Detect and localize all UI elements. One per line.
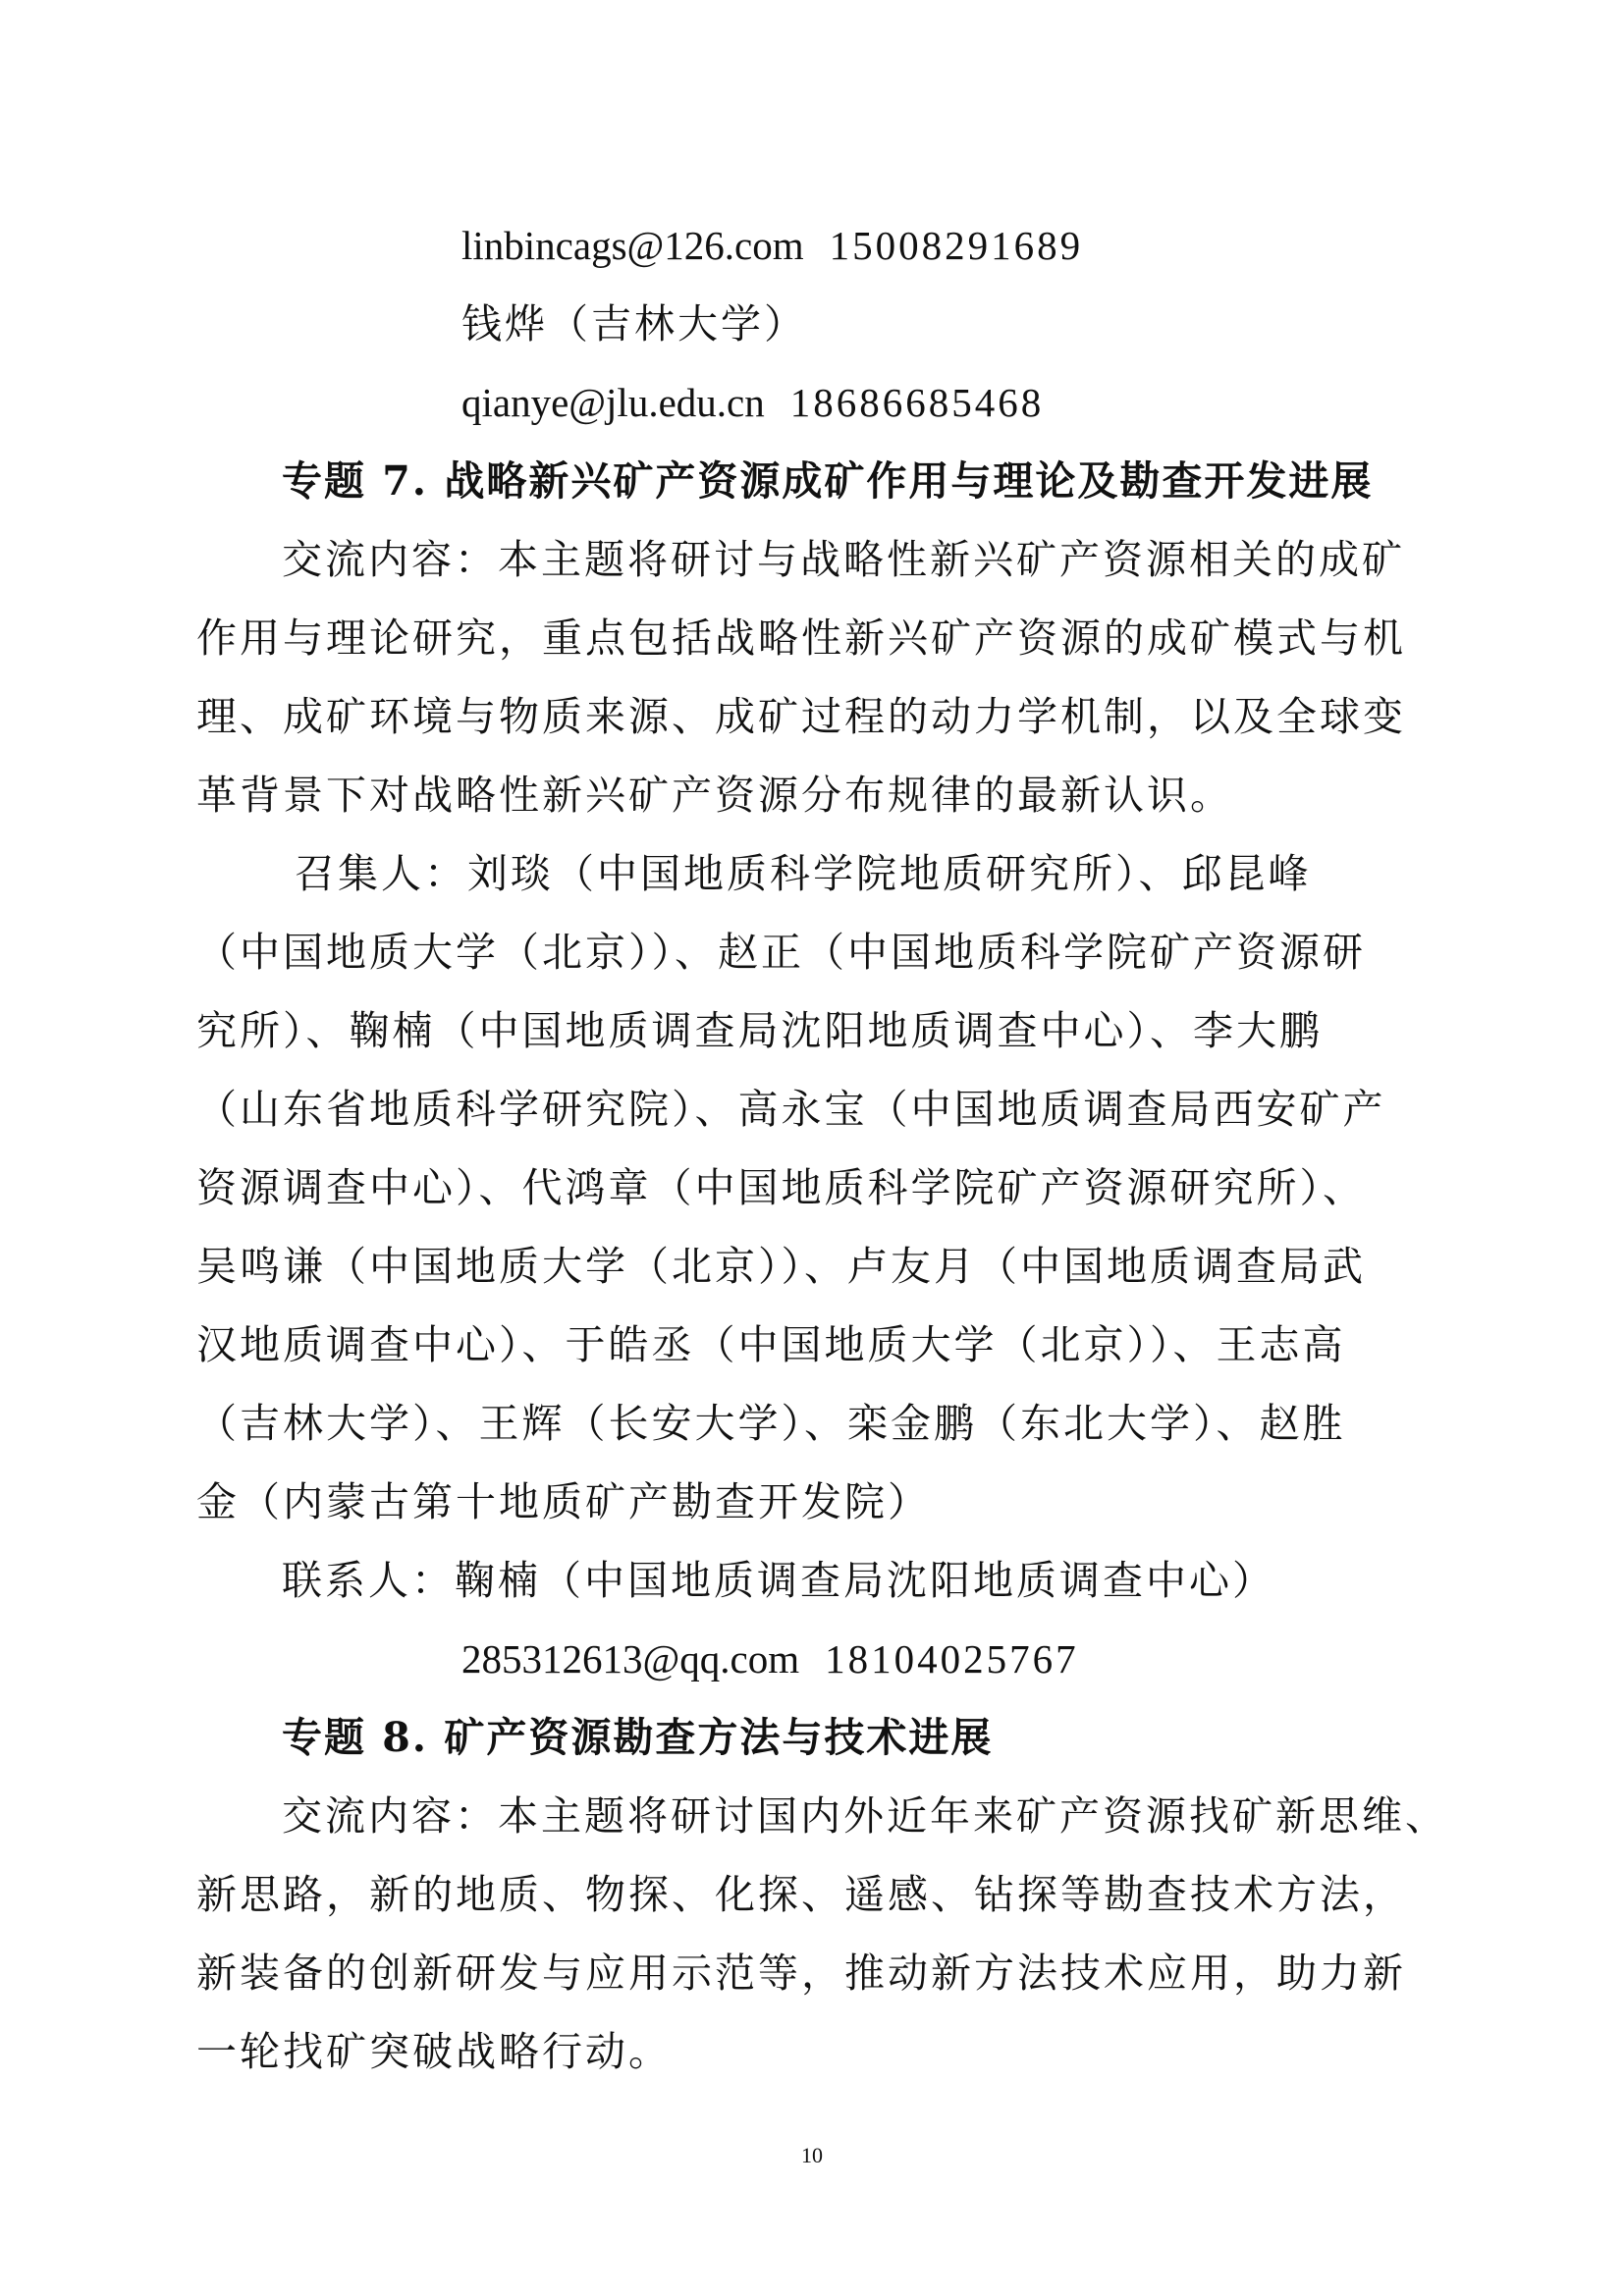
contact-email-2: qianye@jlu.edu.cn xyxy=(461,380,765,425)
contact-phone-1: 15008291689 xyxy=(829,223,1084,268)
topic7-contact-line: 联系人：鞠楠（中国地质调查局沈阳地质调查中心） xyxy=(282,1557,1275,1604)
page-number: 10 xyxy=(801,2143,823,2167)
topic8-content-line-4: 一轮找矿突破战略行动。 xyxy=(196,2028,672,2075)
topic7-convener-line-9: 金（内蒙古第十地质矿产勘查开发院） xyxy=(196,1478,931,1525)
topic7-contact-phone: 18104025767 xyxy=(825,1636,1079,1682)
topic7-convener-line-8: （吉林大学）、王辉（长安大学）、栾金鹏（东北大学）、赵胜 xyxy=(196,1400,1346,1447)
topic7-convener-line-5: 资源调查中心）、代鸿章（中国地质科学院矿产资源研究所）、 xyxy=(196,1164,1366,1211)
topic7-convener-line-4: （山东省地质科学研究院）、高永宝（中国地质调查局西安矿产 xyxy=(196,1086,1386,1133)
topic7-convener-line-7: 汉地质调查中心）、于皓丞（中国地质大学（北京））、王志高 xyxy=(196,1321,1346,1368)
topic7-convener-line-6: 吴鸣谦（中国地质大学（北京））、卢友月（中国地质调查局武 xyxy=(196,1243,1366,1290)
topic8-content-line-2: 新思路，新的地质、物探、化探、遥感、钻探等勘查技术方法， xyxy=(196,1871,1406,1918)
contact-phone-2: 18686685468 xyxy=(789,380,1045,425)
contact-email-1: linbincags@126.com xyxy=(461,223,804,268)
topic7-content-line-1: 交流内容：本主题将研讨与战略性新兴矿产资源相关的成矿 xyxy=(282,536,1405,583)
contact-name-2: 钱烨（吉林大学） xyxy=(461,300,807,347)
topic8-content-line-3: 新装备的创新研发与应用示范等，推动新方法技术应用，助力新 xyxy=(196,1949,1406,1997)
topic7-content-line-4: 革背景下对战略性新兴矿产资源分布规律的最新认识。 xyxy=(196,772,1233,819)
topic7-convener-line-3: 究所）、鞠楠（中国地质调查局沈阳地质调查中心）、李大鹏 xyxy=(196,1007,1323,1054)
contact-row-1 xyxy=(461,206,1624,285)
contact-row-2 xyxy=(461,363,1624,442)
topic7-heading: 专题 7. 战略新兴矿产资源成矿作用与理论及勘查开发进展 xyxy=(282,457,1374,505)
topic7-convener-line-1: 召集人：刘琰（中国地质科学院地质研究所）、邱昆峰 xyxy=(295,850,1312,897)
topic7-contact-email: 285312613@qq.com xyxy=(461,1636,800,1682)
topic8-heading: 专题 8. 矿产资源勘查方法与技术进展 xyxy=(282,1714,994,1761)
topic7-content-line-3: 理、成矿环境与物质来源、成矿过程的动力学机制，以及全球变 xyxy=(196,693,1406,740)
topic7-contact-row xyxy=(461,1620,1624,1698)
topic7-content-line-2: 作用与理论研究，重点包括战略性新兴矿产资源的成矿模式与机 xyxy=(196,614,1406,662)
topic7-convener-line-2: （中国地质大学（北京））、赵正（中国地质科学院矿产资源研 xyxy=(196,929,1366,976)
topic8-content-line-1: 交流内容：本主题将研讨国内外近年来矿产资源找矿新思维、 xyxy=(282,1792,1448,1840)
